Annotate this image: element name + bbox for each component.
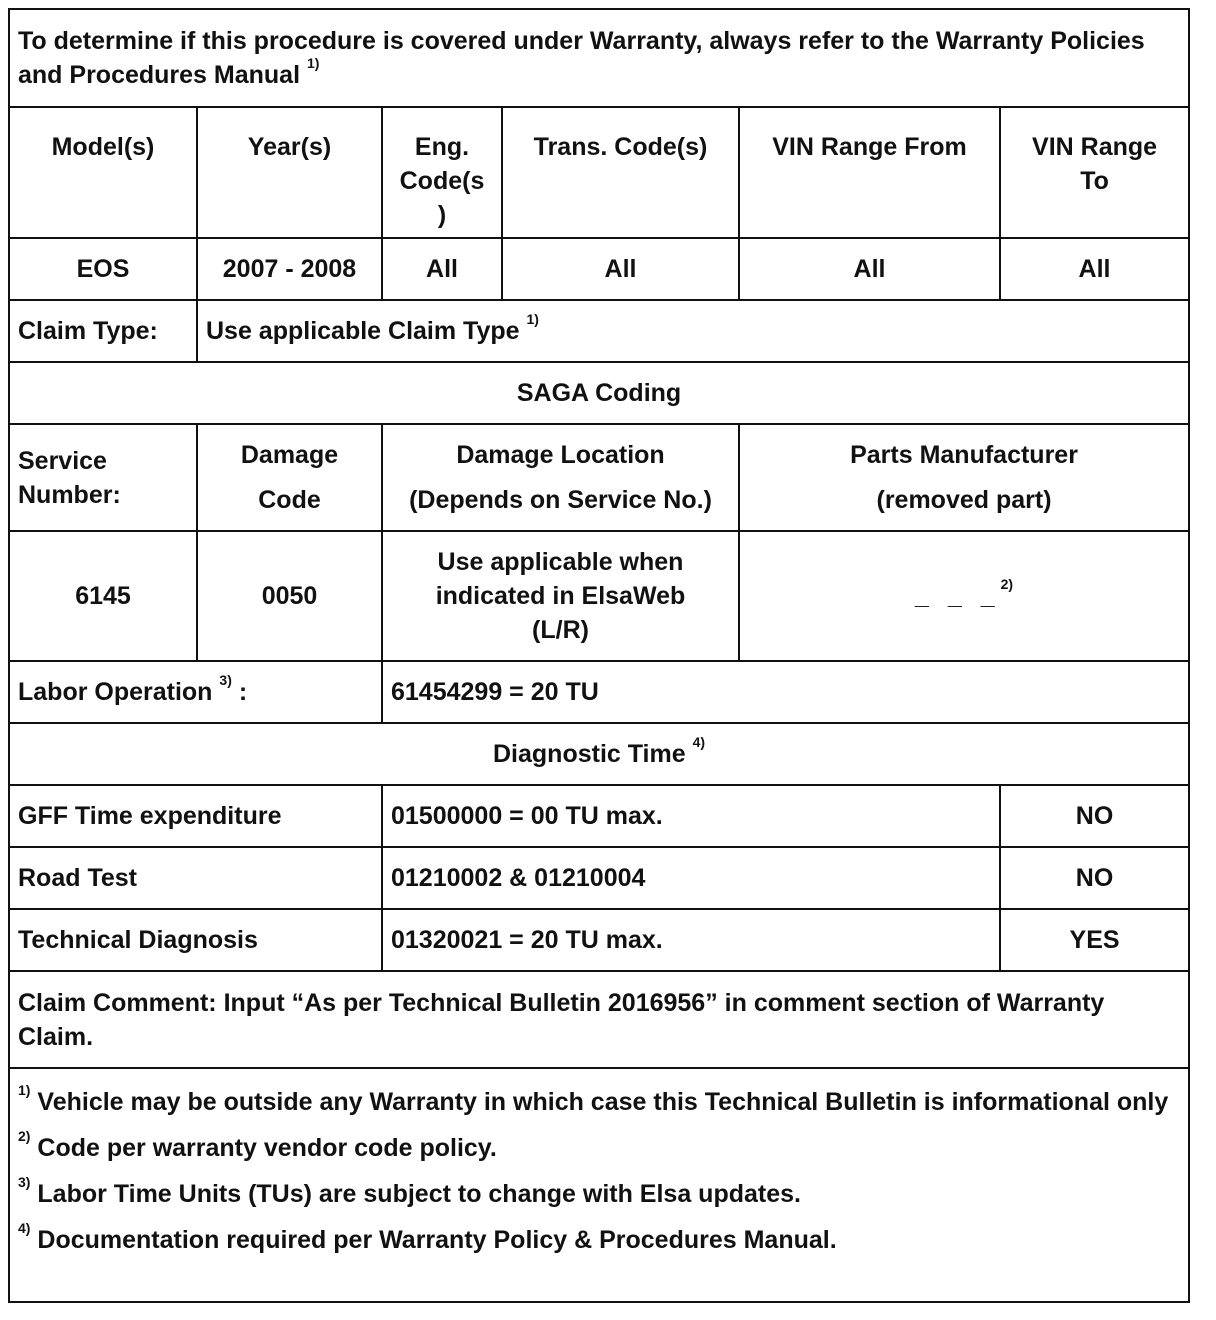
footnote-mark: 4) <box>18 1220 31 1236</box>
claim-type-label: Claim Type: <box>9 300 197 362</box>
header-vin-to-line2: To <box>1080 167 1109 195</box>
claim-type-footnote-mark: 1) <box>526 311 539 327</box>
claim-comment: Claim Comment: Input “As per Technical Bulletin 2016956” in comment section of Warranty Claim. <box>9 971 1189 1068</box>
footnotes-row <box>9 1068 1189 1302</box>
diagnostic-row-flag: YES <box>1000 909 1189 971</box>
vehicle-values-row <box>9 238 1189 300</box>
saga-header-damage-location: Damage Location (Depends on Service No.) <box>382 424 739 531</box>
header-vin-to-line1: VIN Range <box>1032 133 1158 161</box>
saga-parts-value: _ _ _ <box>915 582 1001 610</box>
saga-parts-footnote-mark: 2) <box>1000 576 1014 592</box>
header-years: Year(s) <box>197 107 382 238</box>
footnote-item <box>18 1174 1180 1211</box>
diagnostic-title-row <box>9 723 1189 785</box>
footnote-item <box>18 1082 1180 1119</box>
saga-title: SAGA Coding <box>9 362 1189 424</box>
header-trans-codes: Trans. Code(s) <box>502 107 739 238</box>
header-eng-line3: ) <box>437 201 447 229</box>
footnote-text: Labor Time Units (TUs) are subject to change with Elsa updates. <box>37 1180 801 1208</box>
saga-values-row <box>9 531 1189 661</box>
footnote-mark: 1) <box>18 1082 31 1098</box>
value-years: 2007 - 2008 <box>197 238 382 300</box>
intro-cell <box>9 9 1189 107</box>
labor-operation-value: 61454299 = 20 TU <box>382 661 1189 723</box>
value-trans: All <box>502 238 739 300</box>
value-eng: All <box>382 238 502 300</box>
footnotes-cell <box>9 1068 1189 1302</box>
footnote-mark: 2) <box>18 1128 31 1144</box>
value-vin-to: All <box>1000 238 1189 300</box>
claim-type-row <box>9 300 1189 362</box>
footnote-mark: 3) <box>18 1174 31 1190</box>
saga-title-row <box>9 362 1189 424</box>
vehicle-header-row <box>9 107 1189 238</box>
diagnostic-title: Diagnostic Time <box>493 740 686 768</box>
labor-footnote-mark: 3) <box>219 672 232 688</box>
saga-service-number: 6145 <box>9 531 197 661</box>
header-vin-from: VIN Range From <box>739 107 1000 238</box>
labor-operation-row <box>9 661 1189 723</box>
footnote-item <box>18 1128 1180 1165</box>
header-eng-line1: Eng. <box>414 133 470 161</box>
header-models: Model(s) <box>9 107 197 238</box>
value-model: EOS <box>9 238 197 300</box>
diagnostic-row-code: 01500000 = 00 TU max. <box>382 785 1000 847</box>
diagnostic-row-code: 01320021 = 20 TU max. <box>382 909 1000 971</box>
claim-type-value: Use applicable Claim Type <box>206 317 520 345</box>
intro-footnote-mark: 1) <box>306 55 320 71</box>
intro-text: To determine if this procedure is covered under Warranty, always refer to the Warranty Policies and Procedures Manual <box>18 27 1145 89</box>
footnote-text: Vehicle may be outside any Warranty in which case this Technical Bulletin is informational only <box>37 1088 1169 1116</box>
warranty-coding-table-wrapper <box>8 8 1188 1303</box>
diagnostic-title-cell <box>9 723 1189 785</box>
saga-header-service-number: Service Number: <box>9 424 197 531</box>
diagnostic-row-name: GFF Time expenditure <box>9 785 382 847</box>
footnote-text: Code per warranty vendor code policy. <box>37 1134 497 1162</box>
diagnostic-row-name: Technical Diagnosis <box>9 909 382 971</box>
saga-header-parts-manufacturer: Parts Manufacturer (removed part) <box>739 424 1189 531</box>
diagnostic-row <box>9 847 1189 909</box>
claim-type-value-cell <box>197 300 1189 362</box>
claim-comment-row <box>9 971 1189 1068</box>
value-vin-from: All <box>739 238 1000 300</box>
header-vin-to <box>1000 107 1189 238</box>
diagnostic-row <box>9 909 1189 971</box>
labor-operation-label-cell: Labor Operation $^{3)}$ : <box>9 661 382 723</box>
diagnostic-footnote-mark: 4) <box>692 734 706 750</box>
labor-operation-label: Labor Operation <box>18 678 213 706</box>
diagnostic-row-name: Road Test <box>9 847 382 909</box>
saga-parts-manufacturer <box>739 531 1189 661</box>
saga-damage-code: 0050 <box>197 531 382 661</box>
diagnostic-row-code: 01210002 & 01210004 <box>382 847 1000 909</box>
saga-damage-location: Use applicable when indicated in ElsaWeb (L/R) <box>382 531 739 661</box>
diagnostic-row-flag: NO <box>1000 847 1189 909</box>
footnote-item <box>18 1220 1180 1257</box>
diagnostic-row-flag: NO <box>1000 785 1189 847</box>
header-eng-line2: Code(s <box>399 167 485 195</box>
header-eng-codes <box>382 107 502 238</box>
warranty-coding-table <box>8 8 1190 1303</box>
saga-header-damage-code: Damage Code <box>197 424 382 531</box>
saga-header-row <box>9 424 1189 531</box>
intro-row <box>9 9 1189 107</box>
footnote-text: Documentation required per Warranty Policy & Procedures Manual. <box>37 1226 837 1254</box>
diagnostic-row <box>9 785 1189 847</box>
